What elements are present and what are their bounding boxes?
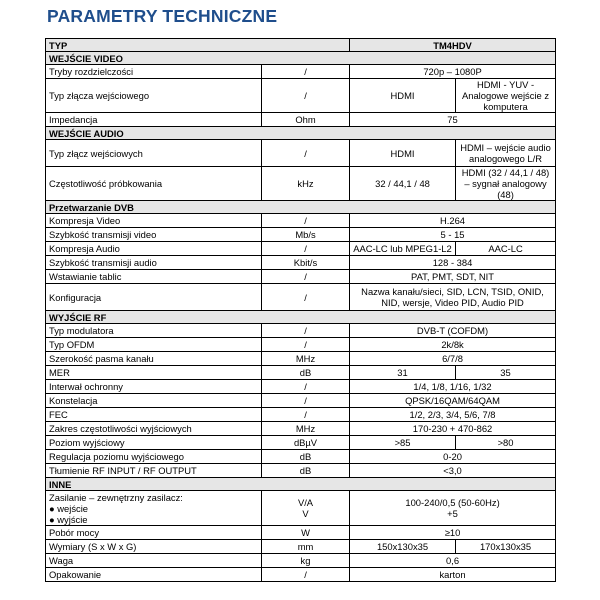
supply-unit-input: V/A [297, 497, 314, 508]
table-row [46, 324, 556, 338]
param-value: PAT, PMT, SDT, NIT [350, 270, 556, 284]
param-value-a: AAC-LC lub MPEG1-L2 [350, 242, 456, 256]
param-name: Szybkość transmisji video [46, 228, 262, 242]
param-value: 6/7/8 [350, 352, 556, 366]
table-row [46, 65, 556, 79]
param-name: Wymiary (S x W x G) [46, 540, 262, 554]
table-header-row [46, 39, 556, 52]
param-unit [262, 491, 350, 526]
param-value-a: >85 [350, 436, 456, 450]
param-unit: kg [262, 554, 350, 568]
param-value-b: HDMI - YUV - Analogowe wejście z komputera [456, 79, 556, 113]
param-value [350, 491, 556, 526]
section-header: Przetwarzanie DVB [46, 201, 556, 214]
param-value: 1/4, 1/8, 1/16, 1/32 [350, 380, 556, 394]
table-row [46, 422, 556, 436]
table-row [46, 491, 556, 526]
param-unit: dBµV [262, 436, 350, 450]
param-unit: MHz [262, 422, 350, 436]
param-unit: Kbit/s [262, 256, 350, 270]
param-value: QPSK/16QAM/64QAM [350, 394, 556, 408]
header-label: TYP [46, 39, 350, 52]
supply-value-input: 100-240/0,5 (50-60Hz) [405, 497, 500, 508]
param-name: Szerokość pasma kanału [46, 352, 262, 366]
param-name: Szybkość transmisji audio [46, 256, 262, 270]
section-header: WEJŚCIE VIDEO [46, 52, 556, 65]
table-row [46, 242, 556, 256]
section-header: WEJŚCIE AUDIO [46, 127, 556, 140]
param-unit: / [262, 140, 350, 167]
param-value: Nazwa kanału/sieci, SID, LCN, TSID, ONID, NID, wersje, Video PID, Audio PID [350, 284, 556, 311]
param-value: 720p – 1080P [350, 65, 556, 79]
param-unit: W [262, 526, 350, 540]
supply-item-label: wejście [57, 502, 89, 514]
param-value: DVB-T (COFDM) [350, 324, 556, 338]
table-row [46, 79, 556, 113]
supply-item-output: ● wyjście [49, 513, 88, 525]
table-row [46, 526, 556, 540]
param-name: Typ modulatora [46, 324, 262, 338]
header-model: TM4HDV [350, 39, 556, 52]
table-row [46, 214, 556, 228]
param-unit: Mb/s [262, 228, 350, 242]
table-row [46, 464, 556, 478]
table-row [46, 568, 556, 582]
param-unit: dB [262, 450, 350, 464]
param-name: Wstawianie tablic [46, 270, 262, 284]
param-value-a: HDMI [350, 79, 456, 113]
param-name: Konfiguracja [46, 284, 262, 311]
param-value-b: HDMI (32 / 44,1 / 48) – sygnał analogowy (48) [456, 167, 556, 201]
param-unit: MHz [262, 352, 350, 366]
param-name: Częstotliwość próbkowania [46, 167, 262, 201]
param-name: Pobór mocy [46, 526, 262, 540]
param-name: FEC [46, 408, 262, 422]
param-value: 0,6 [350, 554, 556, 568]
table-row [46, 338, 556, 352]
section-header: INNE [46, 478, 556, 491]
param-unit: / [262, 394, 350, 408]
param-value: ≥10 [350, 526, 556, 540]
param-value: 2k/8k [350, 338, 556, 352]
page-title: PARAMETRY TECHNICZNE [47, 6, 278, 26]
table-row [46, 270, 556, 284]
table-row [46, 436, 556, 450]
param-name: Kompresja Audio [46, 242, 262, 256]
param-unit: kHz [262, 167, 350, 201]
param-name: Regulacja poziomu wyjściowego [46, 450, 262, 464]
param-name [46, 491, 262, 526]
supply-value-output: +5 [447, 508, 458, 519]
supply-item-input: ● wejście [49, 502, 89, 514]
param-unit: / [262, 568, 350, 582]
param-name: Kompresja Video [46, 214, 262, 228]
param-unit: mm [262, 540, 350, 554]
param-value-b: >80 [456, 436, 556, 450]
param-unit: / [262, 380, 350, 394]
table-row [46, 228, 556, 242]
spec-table [45, 38, 556, 582]
param-unit: / [262, 338, 350, 352]
param-name: MER [46, 366, 262, 380]
param-name: Opakowanie [46, 568, 262, 582]
param-name: Typ złącza wejściowego [46, 79, 262, 113]
param-value-b: 170x130x35 [456, 540, 556, 554]
param-value-a: 150x130x35 [350, 540, 456, 554]
table-row [46, 408, 556, 422]
param-unit: dB [262, 366, 350, 380]
param-value: 0-20 [350, 450, 556, 464]
param-unit: / [262, 270, 350, 284]
table-row [46, 113, 556, 127]
supply-label: Zasilanie – zewnętrzny zasilacz: [49, 491, 183, 503]
param-value: 1/2, 2/3, 3/4, 5/6, 7/8 [350, 408, 556, 422]
param-unit: / [262, 242, 350, 256]
param-name: Typ złącz wejściowych [46, 140, 262, 167]
param-name: Typ OFDM [46, 338, 262, 352]
param-unit: / [262, 214, 350, 228]
param-name: Zakres częstotliwości wyjściowych [46, 422, 262, 436]
param-value-b: AAC-LC [456, 242, 556, 256]
table-row [46, 554, 556, 568]
param-value-b: HDMI – wejście audio analogowego L/R [456, 140, 556, 167]
param-unit: dB [262, 464, 350, 478]
param-unit: / [262, 408, 350, 422]
param-name: Impedancja [46, 113, 262, 127]
table-row [46, 256, 556, 270]
param-value-b: 35 [456, 366, 556, 380]
param-name: Tryby rozdzielczości [46, 65, 262, 79]
param-unit: / [262, 324, 350, 338]
table-row [46, 366, 556, 380]
param-value: 170-230 + 470-862 [350, 422, 556, 436]
param-value: karton [350, 568, 556, 582]
param-value: 75 [350, 113, 556, 127]
table-row [46, 450, 556, 464]
param-unit: / [262, 65, 350, 79]
param-value-a: 32 / 44,1 / 48 [350, 167, 456, 201]
section-header: WYJŚCIE RF [46, 311, 556, 324]
table-row [46, 167, 556, 201]
param-name: Poziom wyjściowy [46, 436, 262, 450]
param-unit: / [262, 284, 350, 311]
table-row [46, 140, 556, 167]
param-value: 5 - 15 [350, 228, 556, 242]
supply-item-label: wyjście [57, 513, 88, 525]
param-unit: / [262, 79, 350, 113]
table-row [46, 352, 556, 366]
table-row [46, 540, 556, 554]
param-name: Interwał ochronny [46, 380, 262, 394]
table-row [46, 284, 556, 311]
supply-unit-output: V [302, 508, 309, 519]
param-name: Konstelacja [46, 394, 262, 408]
table-row [46, 394, 556, 408]
param-name: Tłumienie RF INPUT / RF OUTPUT [46, 464, 262, 478]
param-value-a: HDMI [350, 140, 456, 167]
param-name: Waga [46, 554, 262, 568]
param-value: 128 - 384 [350, 256, 556, 270]
table-row [46, 380, 556, 394]
param-unit: Ohm [262, 113, 350, 127]
param-value: <3,0 [350, 464, 556, 478]
param-value: H.264 [350, 214, 556, 228]
param-value-a: 31 [350, 366, 456, 380]
